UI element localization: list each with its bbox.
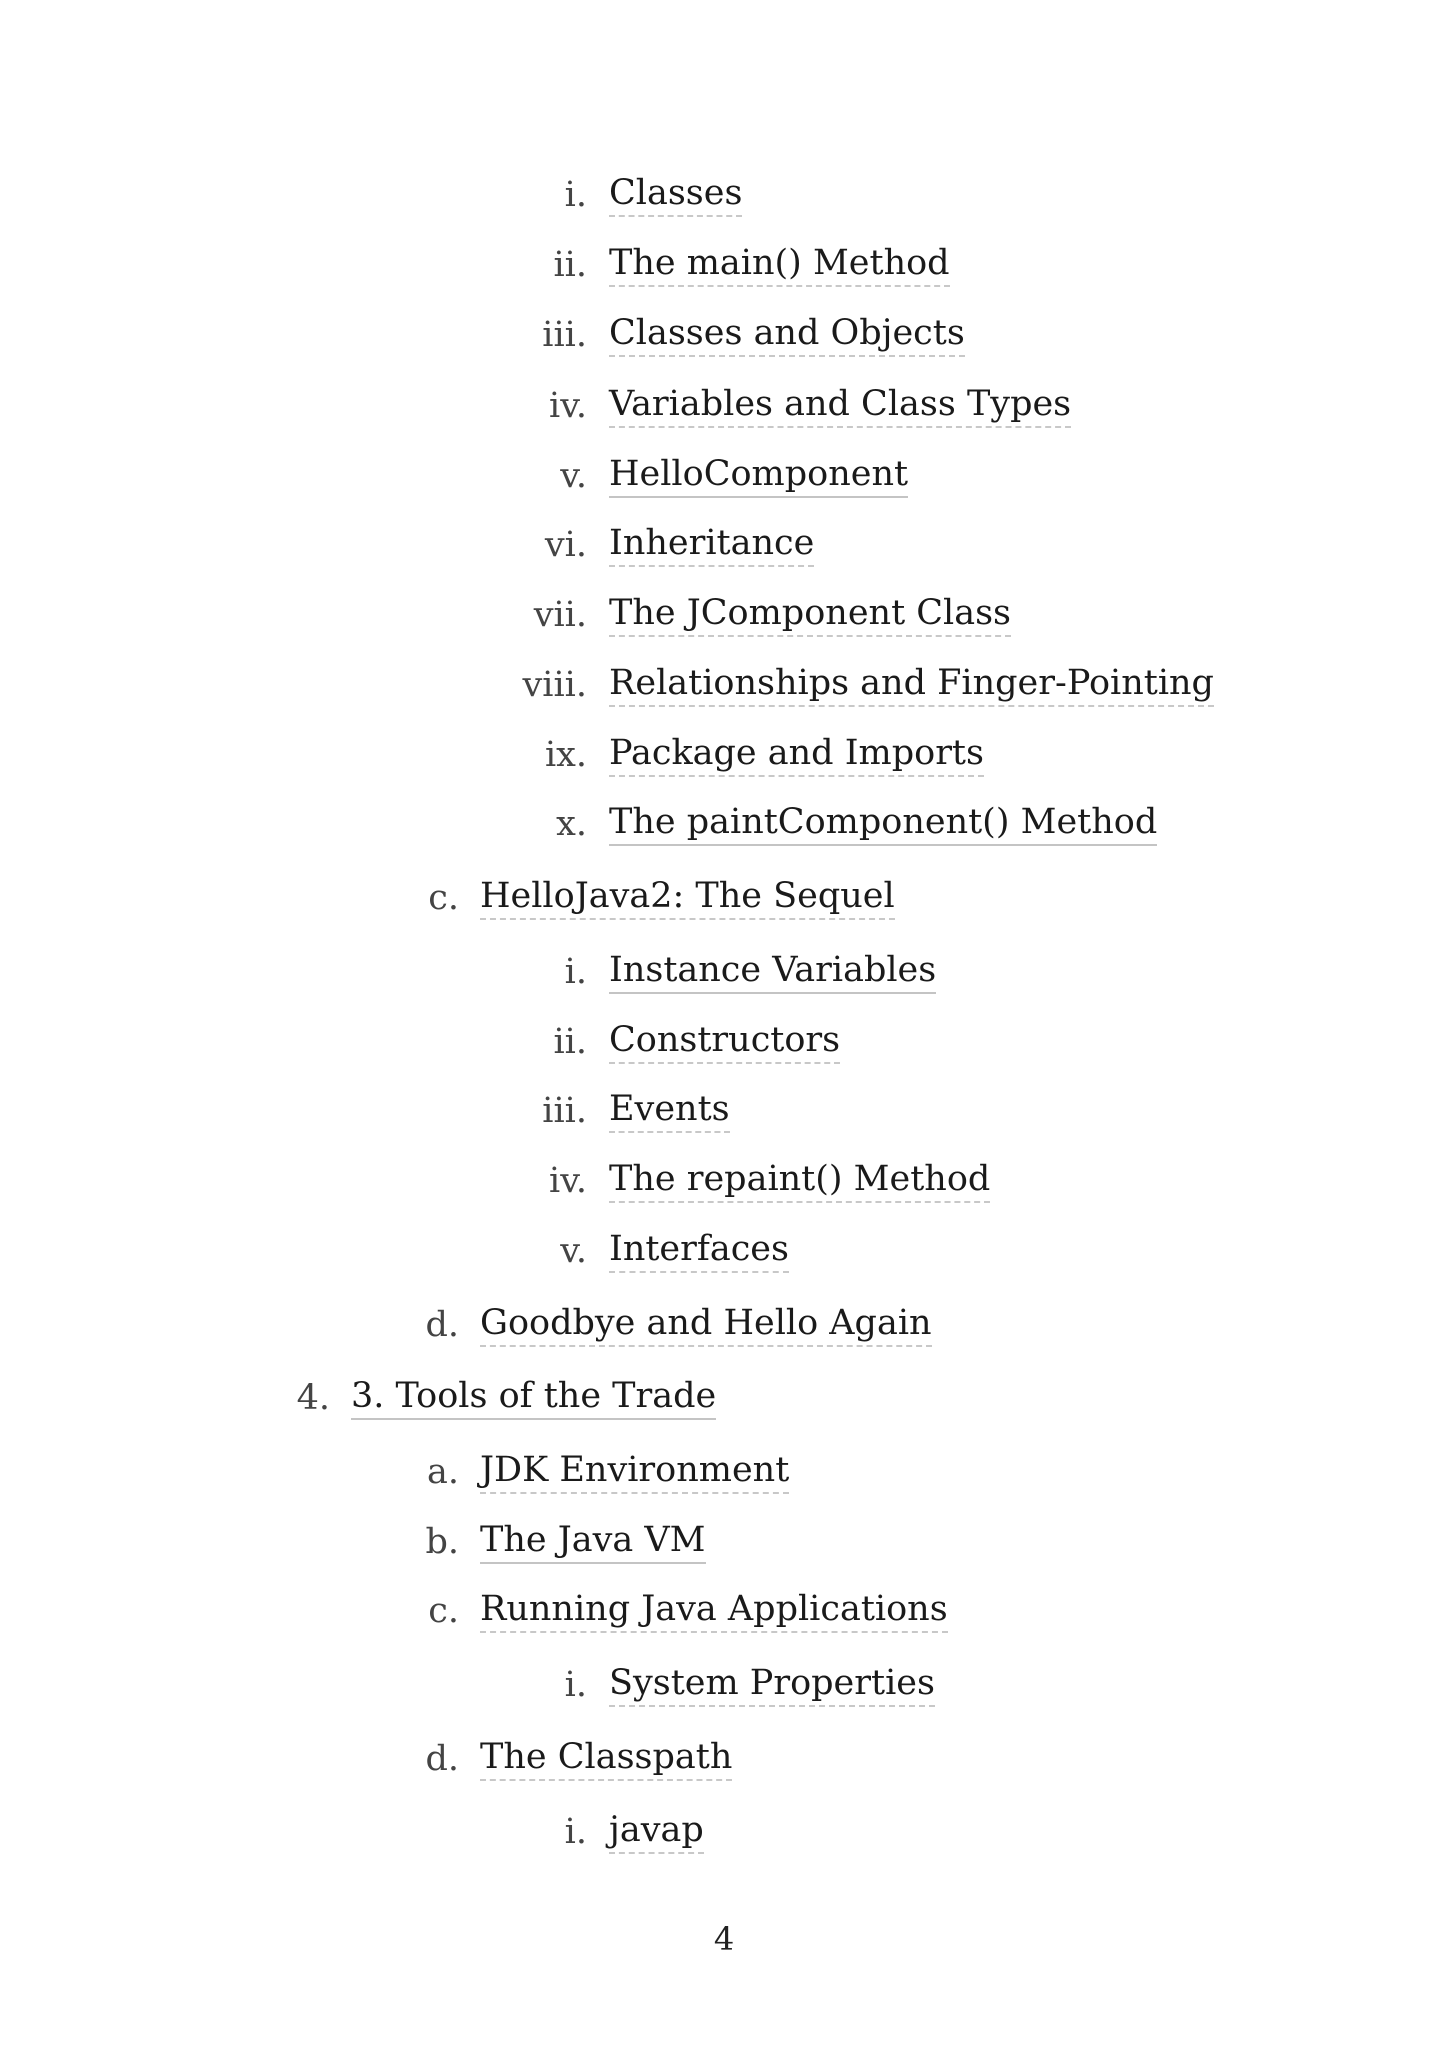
toc-entry-link[interactable]: Inheritance — [609, 523, 814, 567]
toc-entry-link[interactable]: javap — [609, 1810, 704, 1854]
toc-entry-link[interactable]: Instance Variables — [609, 950, 936, 994]
toc-entry-link[interactable]: Goodbye and Hello Again — [480, 1303, 932, 1347]
toc-entry-number: i. — [564, 952, 587, 992]
toc-entry — [0, 310, 1448, 360]
toc-entry-link[interactable]: Classes and Objects — [609, 313, 965, 357]
toc-entry-link[interactable]: Events — [609, 1089, 730, 1133]
toc-entry — [0, 520, 1448, 570]
toc-entry — [0, 1586, 1448, 1636]
toc-entry-link[interactable]: HelloComponent — [609, 454, 908, 498]
toc-entry — [0, 381, 1448, 431]
toc-entry-link[interactable]: Running Java Applications — [480, 1589, 948, 1633]
toc-entry-number: iv. — [549, 386, 587, 426]
toc-entry-number: ii. — [553, 1022, 587, 1062]
toc-entry — [0, 1807, 1448, 1857]
toc-entry-number: iii. — [542, 1091, 587, 1131]
toc-entry — [0, 590, 1448, 640]
toc-entry-link[interactable]: Variables and Class Types — [609, 384, 1071, 428]
toc-entry-number: c. — [428, 1591, 459, 1631]
toc-entry — [0, 660, 1448, 710]
toc-entry-number: iv. — [549, 1161, 587, 1201]
toc-entry — [0, 170, 1448, 220]
toc-entry — [0, 947, 1448, 997]
toc-entry — [0, 240, 1448, 290]
toc-entry-number: v. — [560, 1231, 587, 1271]
toc-entry-link[interactable]: The JComponent Class — [609, 593, 1011, 637]
page-number: 4 — [713, 1920, 735, 1958]
toc-entry-number: b. — [425, 1522, 459, 1562]
toc-entry-number: c. — [428, 878, 459, 918]
toc-entry-link[interactable]: 3. Tools of the Trade — [351, 1376, 716, 1420]
toc-entry — [0, 1156, 1448, 1206]
toc-entry-number: i. — [564, 1665, 587, 1705]
toc-entry — [0, 1447, 1448, 1497]
toc-entry-number: iii. — [542, 315, 587, 355]
toc-entry — [0, 799, 1448, 849]
toc-entry-number: ii. — [553, 245, 587, 285]
toc-entry-number: x. — [556, 804, 587, 844]
toc-entry — [0, 1660, 1448, 1710]
toc-entry-number: i. — [564, 1812, 587, 1852]
toc-entry-link[interactable]: The Java VM — [480, 1520, 706, 1564]
toc-entry-link[interactable]: Interfaces — [609, 1229, 789, 1273]
toc-entry-link[interactable]: The main() Method — [609, 243, 950, 287]
toc-entry — [0, 1517, 1448, 1567]
toc-entry-link[interactable]: Constructors — [609, 1020, 840, 1064]
toc-entry — [0, 1373, 1448, 1423]
toc-entry-link[interactable]: Relationships and Finger-Pointing — [609, 663, 1214, 707]
toc-entry-number: 4. — [296, 1378, 330, 1418]
toc-entry-link[interactable]: The paintComponent() Method — [609, 802, 1157, 846]
toc-entry-number: viii. — [522, 665, 587, 705]
toc-entry-link[interactable]: Package and Imports — [609, 733, 984, 777]
toc-entry-number: a. — [427, 1452, 459, 1492]
toc-entry — [0, 1086, 1448, 1136]
toc-entry-number: d. — [425, 1305, 459, 1345]
toc-entry — [0, 1734, 1448, 1784]
toc-entry — [0, 873, 1448, 923]
toc-entry-number: ix. — [544, 735, 587, 775]
toc-entry-number: vii. — [533, 595, 587, 635]
toc-entry-number: i. — [564, 175, 587, 215]
toc-entry-number: d. — [425, 1739, 459, 1779]
toc-entry — [0, 1300, 1448, 1350]
toc-entry — [0, 730, 1448, 780]
toc-entry-link[interactable]: The Classpath — [480, 1737, 732, 1781]
toc-entry-link[interactable]: JDK Environment — [480, 1450, 789, 1494]
toc-entry-number: v. — [560, 456, 587, 496]
toc-entry-link[interactable]: System Properties — [609, 1663, 935, 1707]
toc-entry-link[interactable]: Classes — [609, 173, 742, 217]
toc-entry-link[interactable]: HelloJava2: The Sequel — [480, 876, 895, 920]
toc-entry — [0, 1017, 1448, 1067]
toc-entry — [0, 1226, 1448, 1276]
toc-entry-link[interactable]: The repaint() Method — [609, 1159, 990, 1203]
toc-entry — [0, 451, 1448, 501]
toc-entry-number: vi. — [544, 525, 587, 565]
